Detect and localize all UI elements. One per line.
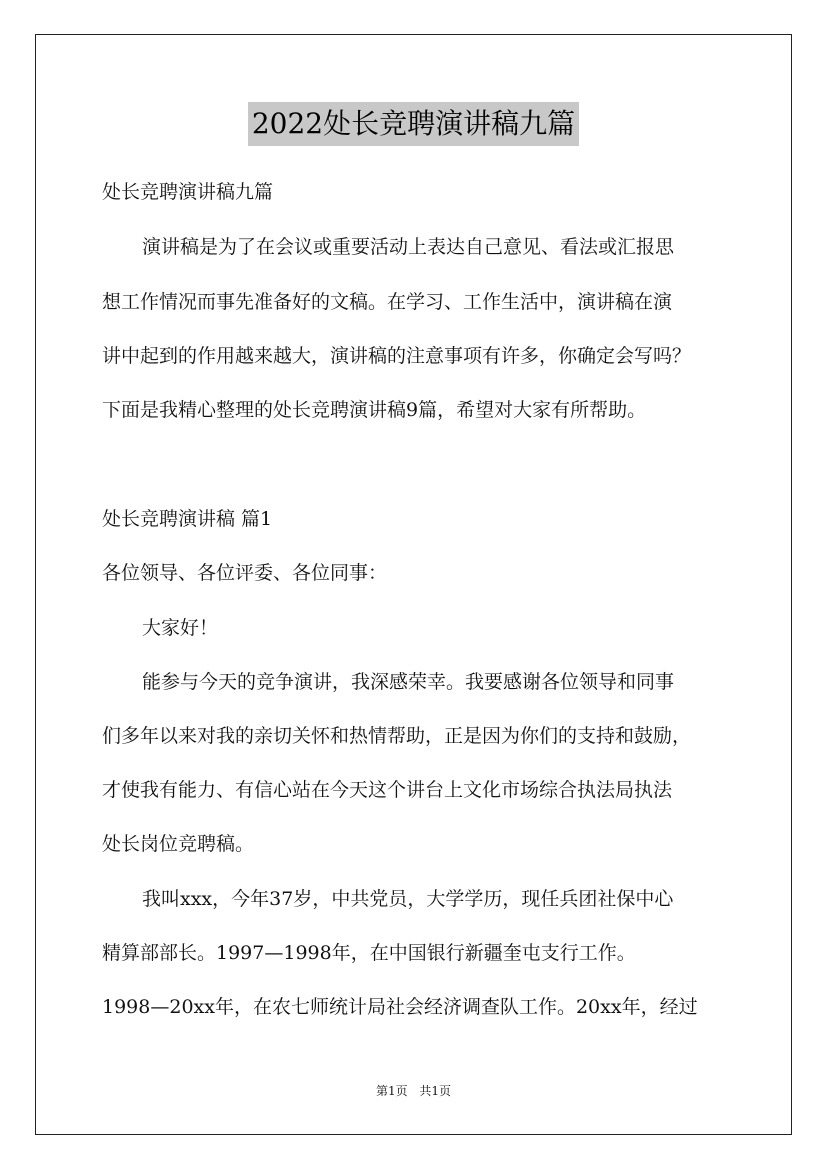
para2-line-3: 1998—20xx年，在农七师统计局社会经济调查队工作。20xx年，经过 [102,996,698,1018]
page-number: 第1页 [375,1084,408,1098]
para1-line-4: 处长岗位竞聘稿。 [102,833,255,855]
intro-line-1: 演讲稿是为了在会议或重要活动上表达自己意见、看法或汇报思 [142,236,675,258]
section-heading: 处长竞聘演讲稿 篇1 [102,508,273,530]
intro-line-3: 讲中起到的作用越来越大，演讲稿的注意事项有许多，你确定会写吗？ [102,345,692,367]
page-footer [0,1083,827,1099]
para1-line-2: 们多年以来对我的亲切关怀和热情帮助，正是因为你们的支持和鼓励， [102,725,692,747]
para1-line-3: 才使我有能力、有信心站在今天这个讲台上文化市场综合执法局执法 [102,779,673,801]
greeting: 大家好！ [142,617,219,639]
intro-line-2: 想工作情况而事先准备好的文稿。在学习、工作生活中，演讲稿在演 [102,291,673,313]
document-subtitle: 处长竞聘演讲稿九篇 [102,181,274,203]
document-title: 2022处长竞聘演讲稿九篇 [248,102,579,146]
para2-line-2: 精算部部长。1997—1998年，在中国银行新疆奎屯支行工作。 [102,942,636,964]
para2-line-1: 我叫xxx，今年37岁，中共党员，大学学历，现任兵团社保中心 [142,888,674,910]
page-total: 共1页 [419,1084,452,1098]
para1-line-1: 能参与今天的竞争演讲，我深感荣幸。我要感谢各位领导和同事 [142,671,675,693]
salutation: 各位领导、各位评委、各位同事： [102,562,388,584]
intro-line-4: 下面是我精心整理的处长竞聘演讲稿9篇，希望对大家有所帮助。 [102,399,647,421]
title-container [0,102,827,146]
